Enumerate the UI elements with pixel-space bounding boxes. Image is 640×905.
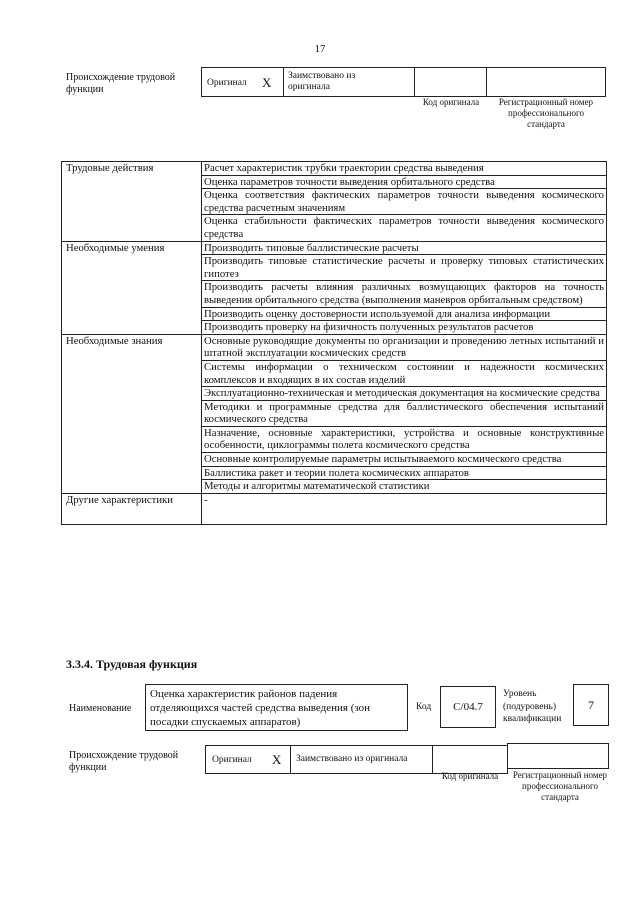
row-item: Эксплуатационно-техническая и методическая документация на космические средства — [202, 387, 607, 401]
name-label: Наименование — [69, 703, 132, 714]
table-row — [62, 241, 607, 255]
original-text: Оригинал — [207, 78, 247, 88]
borrowed-text-2: Заимствовано из оригинала — [296, 754, 408, 764]
table-row — [62, 162, 607, 176]
level-label: Уровень (подуровень) квалификации — [503, 689, 562, 724]
section-title: 3.3.4. Трудовая функция — [66, 657, 198, 671]
row-item: Оценка соответствия фактических параметров точности выведения космического средства расчетным значениям — [202, 189, 607, 215]
row-item: Производить расчеты влияния различных возмущающих факторов на точность выведения орбитального средства (выполнения маневров орбитальным средством) — [202, 281, 607, 307]
row-item: Методики и программные средства для баллистического обеспечения испытаний космического средства — [202, 400, 607, 426]
original-mark-2: X — [272, 752, 282, 767]
row-item: Оценка параметров точности выведения орбитального средства — [202, 175, 607, 189]
name-value: Оценка характеристик районов падения отделяющихся частей средства выведения (зон посадки спускаемых аппаратов) — [145, 684, 408, 731]
code-label: Код — [416, 702, 432, 712]
row-group-label: Необходимые умения — [62, 241, 202, 334]
original-text-2: Оригинал — [212, 755, 252, 765]
row-group-label: Необходимые знания — [62, 334, 202, 493]
code-cell — [414, 67, 487, 97]
code-value: C/04.7 — [440, 686, 496, 728]
code-cell-2 — [432, 745, 508, 774]
table-row — [62, 493, 607, 524]
borrowed-text: Заимствовано из оригинала — [288, 71, 356, 92]
row-item: Производить проверку на физичность полученных результатов расчетов — [202, 321, 607, 335]
borrowed-cell — [283, 67, 415, 97]
row-item: Производить типовые баллистические расчеты — [202, 241, 607, 255]
level-value: 7 — [573, 684, 609, 726]
row-item: - — [202, 493, 607, 524]
code-caption-2: Код оригинала — [441, 771, 499, 781]
row-item: Методы и алгоритмы математической статистики — [202, 480, 607, 494]
function-details-table — [61, 161, 607, 525]
origin-label-2: Происхождение трудовой функции — [69, 750, 179, 773]
row-item: Назначение, основные характеристики, устройства и основные конструктивные особенности, циклограммы полета космического средства — [202, 426, 607, 452]
row-item: Расчет характеристик трубки траектории средства выведения — [202, 162, 607, 176]
row-item: Основные руководящие документы по организации и проведению летных испытаний и штатной эксплуатации космических средств — [202, 334, 607, 360]
row-item: Системы информации о техническом состоянии и надежности космических комплексов и входящих в их состав изделий — [202, 360, 607, 386]
reg-caption: Регистрационный номер профессионального стандарта — [498, 97, 594, 129]
row-item: Основные контролируемые параметры испытываемого космического средства — [202, 453, 607, 467]
original-cell-2 — [205, 745, 291, 774]
row-group-label: Трудовые действия — [62, 162, 202, 242]
row-item: Производить типовые статистические расчеты и проверку типовых статистических гипотез — [202, 255, 607, 281]
row-item: Баллистика ракет и теории полета космических аппаратов — [202, 466, 607, 480]
page-number: 17 — [314, 43, 326, 55]
reg-number-cell — [486, 67, 606, 97]
code-caption: Код оригинала — [422, 97, 480, 107]
origin-label: Происхождение трудовой функции — [66, 72, 176, 95]
original-cell — [201, 67, 284, 97]
row-group-label: Другие характеристики — [62, 493, 202, 524]
reg-number-cell-2 — [507, 743, 609, 769]
row-item: Производить оценку достоверности используемой для анализа информации — [202, 307, 607, 321]
table-row — [62, 334, 607, 360]
row-item: Оценка стабильности фактических параметров точности выведения космического средства — [202, 215, 607, 241]
original-mark: X — [262, 75, 272, 90]
reg-caption-2: Регистрационный номер профессионального стандарта — [512, 770, 608, 802]
borrowed-cell-2 — [290, 745, 433, 774]
